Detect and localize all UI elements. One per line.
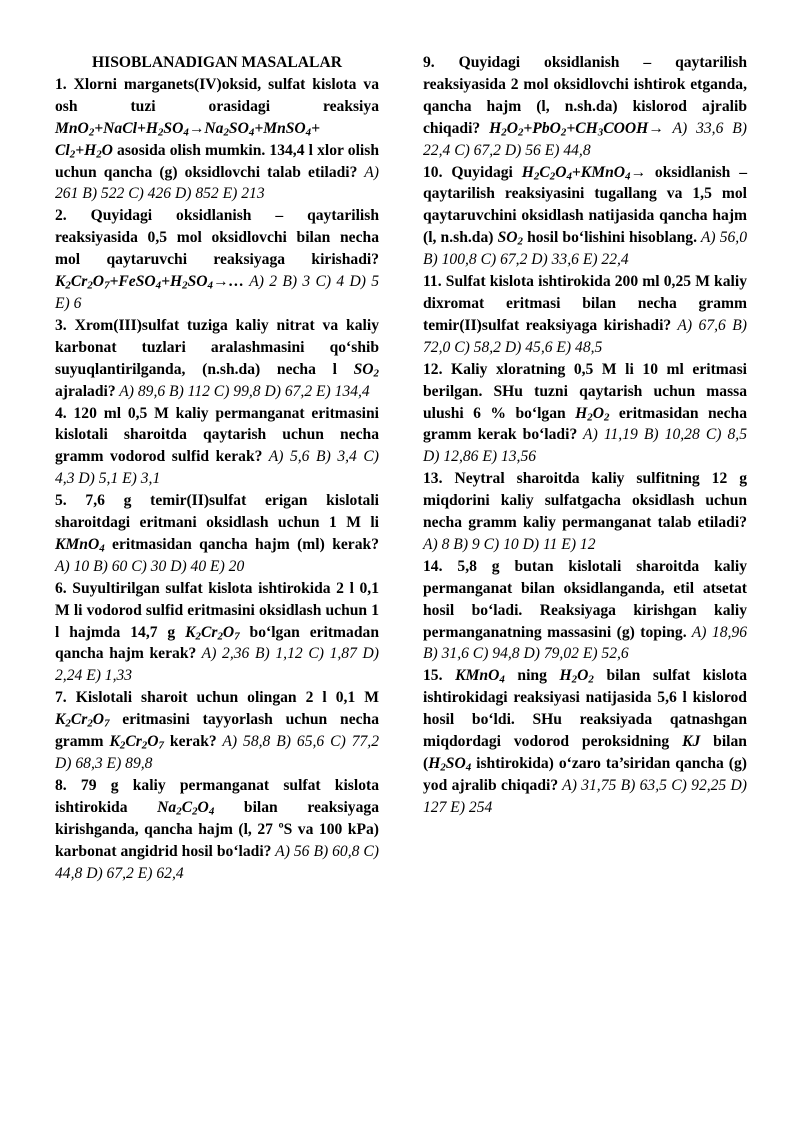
question-list-right <box>423 52 747 819</box>
question-text: oksidlanish – qaytarilish reaksiyasini tugallang va 1,5 mol qaytaruvchini oksidlash natijasida qancha hajm (l, n.sh.da) <box>423 163 747 247</box>
question-3 <box>55 315 379 403</box>
question-4 <box>55 403 379 491</box>
question-text: eritmasidan qancha hajm (ml) kerak? <box>104 535 379 553</box>
answer-options: A) 89,6 B) 112 C) 99,8 D) 67,2 E) 134,4 <box>115 382 370 400</box>
question-text: 6. Suyultirilgan sulfat kislota ishtirokida 2 l 0,1 M li vodorod sulfid eritmasini oksidlash uchun 1 l hajmda 14,7 g <box>55 579 379 641</box>
answer-options: A) 5,6 B) 3,4 C) 4,3 D) 5,1 E) 3,1 <box>55 448 379 488</box>
question-text: eritmasidan necha gramm kerak bo‘ladi? <box>423 404 747 444</box>
answer-options: A) 2 B) 3 C) 4 D) 5 E) 6 <box>55 273 379 312</box>
answer-options: A) 8 B) 9 C) 10 D) 11 E) 12 <box>423 535 596 553</box>
answer-options: A) 2,36 B) 1,12 C) 1,87 D) 2,24 E) 1,33 <box>55 645 380 685</box>
question-text: ajraladi? <box>55 382 116 400</box>
question-2 <box>55 205 379 315</box>
question-text: bilan ( <box>423 733 747 772</box>
question-8 <box>55 775 379 885</box>
page-title: HISOBLANADIGAN MASALALAR <box>92 54 342 71</box>
answer-options: A) 56 B) 60,8 C) 44,8 D) 67,2 E) 62,4 <box>55 842 380 882</box>
question-9 <box>423 52 747 162</box>
question-text: 11. Sulfat kislota ishtirokida 200 ml 0,25 M kaliy dixromat eritmasi bilan necha gramm temir(II)sulfat reaksiyaga kirishadi? <box>423 273 747 334</box>
left-column <box>55 52 379 884</box>
question-10 <box>423 162 747 272</box>
question-text: kerak? <box>163 733 217 751</box>
chemical-formula: KMnO$_4$ <box>55 535 105 555</box>
chemical-formula: KMnO$_4$ <box>455 667 505 687</box>
question-5 <box>55 490 379 578</box>
question-text: 5. 7,6 g temir(II)sulfat erigan kislotali sharoitdagi eritmani oksidlash uchun 1 M li <box>55 492 379 532</box>
question-7 <box>55 687 379 775</box>
question-text: bo‘lgan eritmadan qancha hajm kerak? <box>55 623 379 663</box>
chemical-formula: $MnO_2+NaCl+H_2SO_4\to Na_2SO_4+MnSO_4+ Cl_2+H_2O$ <box>55 119 321 161</box>
answer-options: A) 67,6 B) 72,0 C) 58,2 D) 45,6 E) 48,5 <box>423 316 747 356</box>
chemical-formula: $H_2O_2+PbO_2+CH_3COOH\to$ <box>489 119 664 139</box>
answer-options: A) 11,19 B) 10,28 C) 8,5 D) 12,86 E) 13,56 <box>423 426 747 466</box>
chemical-formula: $H_2O_2$ <box>559 667 594 687</box>
question-11 <box>423 271 747 359</box>
chemical-formula: $K_2Cr_2O_7+FeSO_4+H_2SO_4\to\dots$ <box>55 273 245 292</box>
answer-options: A) 33,6 B) 22,4 C) 67,2 D) 56 E) 44,8 <box>423 119 747 159</box>
chemical-formula: $K_2Cr_2O_7$ <box>185 623 240 643</box>
chemical-formula: $SO_2$ <box>497 229 523 248</box>
question-text: bilan reaksiyaga kirishganda, qancha hajm (l, 27 ºS va 100 kPa) karbonat angidrid hosil bo‘ladi? <box>55 798 379 860</box>
question-text: 13. Neytral sharoitda kaliy sulfitning 12 g miqdorini kaliy sulfatgacha oksidlash uchun necha gramm kaliy permanganat talab etiladi? <box>423 470 747 532</box>
question-text: ishtirokida) o‘zaro ta’siridan qancha (g) yod ajralib chiqadi? <box>423 755 747 794</box>
answer-options: A) 58,8 B) 65,6 C) 77,2 D) 68,3 E) 89,8 <box>55 733 379 772</box>
question-text: 2. Quyidagi oksidlanish – qaytarilish reaksiyasida 0,5 mol oksidlovchi bilan necha mol qaytaruvchi reaksiyaga kirishadi? <box>55 207 379 269</box>
answer-options: A) 10 B) 60 C) 30 D) 40 E) 20 <box>55 557 245 575</box>
question-text: 12. Kaliy xloratning 0,5 M li 10 ml eritmasi berilgan. SHu tuzni qaytarish uchun massa ulushi 6 % bo‘lgan <box>423 360 747 422</box>
question-list-left <box>55 74 379 885</box>
question-text: 8. 79 g kaliy permanganat sulfat kislota ishtirokida <box>55 776 379 816</box>
question-text: eritmasini tayyorlash uchun necha gramm <box>55 711 379 751</box>
chemical-formula: $SO_2$ <box>353 360 379 380</box>
question-text: ning <box>504 667 560 685</box>
question-text: 14. 5,8 g butan kislotali sharoitda kaliy permanganat bilan oksidlanganda, etil atsetat hosil bo‘ladi. Reaksiyaga kirishgan kaliy permanganatning massasini (g) toping. <box>423 557 747 641</box>
chemical-formula: KJ <box>682 733 701 751</box>
chemical-formula: $K_2Cr_2O_7$ <box>109 733 164 752</box>
question-text: bilan sulfat kislota ishtirokidagi reaksiyasi natijasida 5,6 l kislorod hosil bo‘ldi. SHu reaksiyada qatnashgan miqdordagi vodorod peroksidning <box>423 667 747 751</box>
question-text: 9. Quyidagi oksidlanish – qaytarilish reaksiyasida 2 mol oksidlovchi ishtirok etganda, qancha hajm (l, n.sh.da) kislorod ajralib chiqadi? <box>423 54 747 137</box>
question-14 <box>423 556 747 666</box>
question-12 <box>423 359 747 469</box>
answer-options: A) 261 B) 522 C) 426 D) 852 E) 213 <box>55 163 379 203</box>
answer-options: A) 56,0 B) 100,8 C) 67,2 D) 33,6 E) 22,4 <box>423 229 747 269</box>
chemical-formula: $Na_2C_2O_4$ <box>157 798 215 818</box>
question-text: 1. Xlorni marganets(IV)oksid, sulfat kislota va osh tuzi orasidagi reaksiya <box>55 75 379 115</box>
question-13 <box>423 468 747 556</box>
answer-options: A) 18,96 B) 31,6 C) 94,8 D) 79,02 E) 52,6 <box>423 623 747 663</box>
question-1 <box>55 74 379 205</box>
question-6 <box>55 578 379 688</box>
question-text: 10. Quyidagi <box>423 163 522 181</box>
chemical-formula: $H_2O_2$ <box>575 404 610 424</box>
chemical-formula: $K_2Cr_2O_7$ <box>55 711 110 730</box>
question-text: hosil bo‘lishini hisoblang. <box>522 229 697 247</box>
question-text: 4. 120 ml 0,5 M kaliy permanganat eritmasini kislotali sharoitda qaytarish uchun necha gramm vodorod sulfid kerak? <box>55 404 379 466</box>
question-text: 15. <box>423 667 456 685</box>
question-text: 3. Xrom(III)sulfat tuziga kaliy nitrat va kaliy karbonat tuzlari aralashmasini qo‘shib suyuqlantirilganda, (n.sh.da) necha l <box>55 316 379 378</box>
question-15 <box>423 665 747 818</box>
question-text: asosida olish mumkin. 134,4 l xlor olish uchun qancha (g) oksidlovchi talab etiladi? <box>55 141 379 181</box>
chemical-formula: $H_2SO_4$ <box>428 755 472 774</box>
right-column <box>423 52 747 819</box>
question-text: 7. Kislotali sharoit uchun olingan 2 l 0,1 M <box>55 689 379 707</box>
answer-options: A) 31,75 B) 63,5 C) 92,25 D) 127 E) 254 <box>423 776 747 816</box>
chemical-formula: $H_2C_2O_4+KMnO_4\to$ <box>521 163 647 183</box>
